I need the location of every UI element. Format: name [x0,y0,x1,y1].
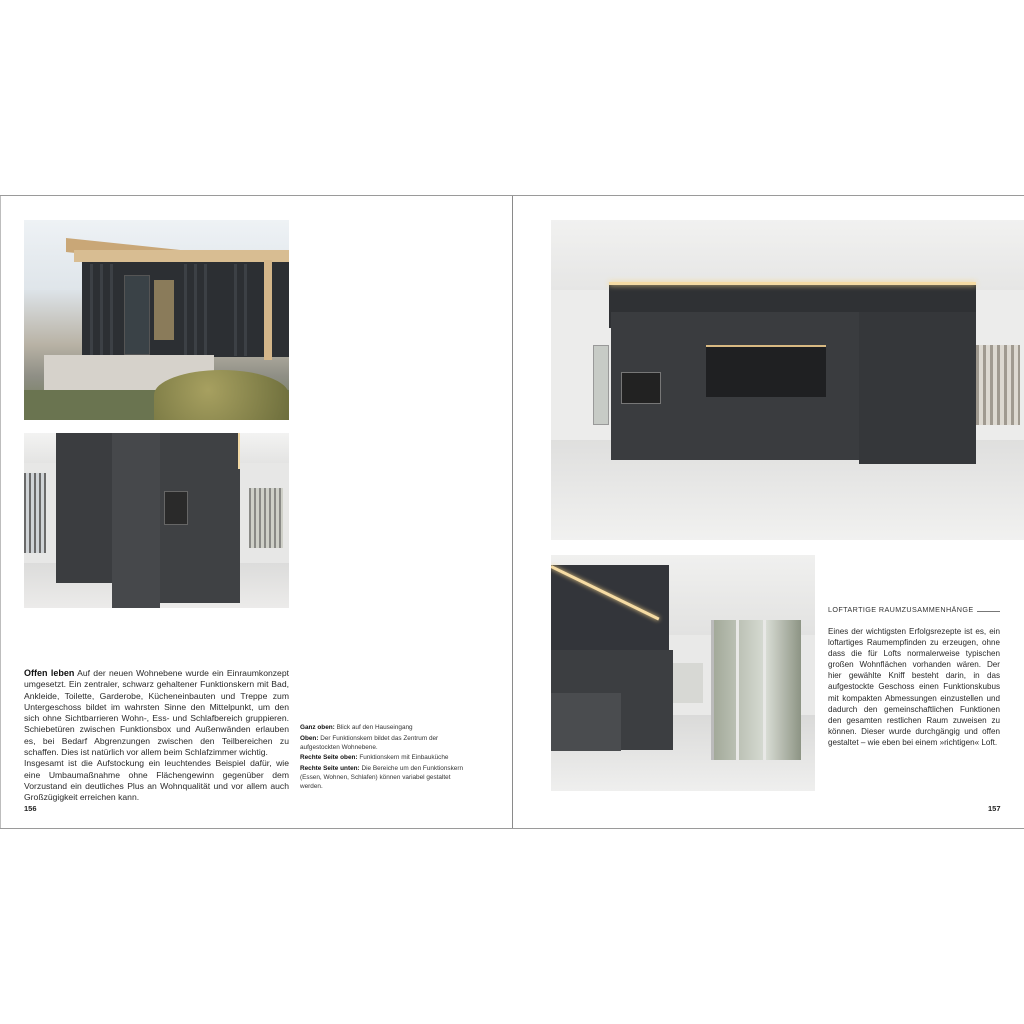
caption-text: Die Bereiche um den Funktionskern (Essen, Wohnen, Schlafen) können variabel gestaltet werden. [300,765,464,790]
right-body-text: Eines der wichtigsten Erfolgsrezepte ist es, ein loftartiges Raumempfinden zu erzeugen, ohne dass die für Lofts normalerweise typischen großen Wohnflächen vorhanden wären. Der hier gewählte Kniff besteht darin, in das aufgestockte Geschoss einen Funktionskubus mit kompakten Abmessungen einzustellen und dadurch den gemeinschaftlichen Funktionen den gesamten restlichen Raum zuweisen zu können. Dieser wurde durchgängig und offen gestaltet – wie eben bei einem »richtigen« Loft. [828,627,1000,747]
photo-captions [300,724,470,794]
heading-rule [977,611,1000,612]
photo-function-core [24,433,289,608]
page-edge [0,196,1,828]
caption [300,724,470,733]
caption [300,735,470,753]
caption-text: Funktionskern mit Einbauküche [359,754,449,762]
caption-label: Oben: [300,734,319,742]
lead-in: Offen leben [24,668,75,678]
photo-house-exterior [24,220,289,420]
section-heading [828,605,1000,614]
caption-text: Der Funktionskern bildet das Zentrum der aufgestockten Wohnebene. [300,734,439,751]
caption-label: Ganz oben: [300,724,335,731]
body-paragraph-2: Insgesamt ist die Aufstockung ein leuchtendes Beispiel dafür, wie eine Umbaumaßnahme ohne Flächengewinn gegenüber dem Vorzustand ein deutliches Plus an Wohnqualität und vor allem auch Großzügigkeit erreichen kann. [24,758,289,803]
caption [300,765,470,791]
page-number-left: 156 [24,804,37,813]
page-number-right: 157 [988,804,1001,813]
caption-text: Blick auf den Hauseingang [336,724,413,731]
photo-living-area [551,555,815,791]
page-spine [512,196,513,828]
body-paragraph-1: Auf der neuen Wohnebene wurde ein Einraumkonzept umgesetzt. Ein zentraler, schwarz gehaltener Funktionskern mit Bad, Ankleide, Toilette, Garderobe, Kücheneinbauten und Treppe zum Untergeschoss bildet im wahrsten Sinne den Mittelpunkt, um den sich ohne Sichtbarrieren Wohn-, Ess- und Schlafbereich gruppieren. Schiebetüren zwischen Funktionsbox und Außenwänden erlauben es, bei Bedarf Abgrenzungen zwischen den Teilbereichen zu schaffen. Dies ist natürlich vor allem beim Schlafzimmer wichtig. [24,668,289,758]
section-heading-text: LOFTARTIGE RAUMZUSAMMENHÄNGE [828,605,974,614]
caption-label: Rechte Seite unten: [300,765,360,773]
left-body-text [24,668,289,804]
magazine-spread [0,195,1024,829]
caption [300,754,470,763]
caption-label: Rechte Seite oben: [300,754,358,762]
photo-kitchen-cube [551,220,1024,540]
